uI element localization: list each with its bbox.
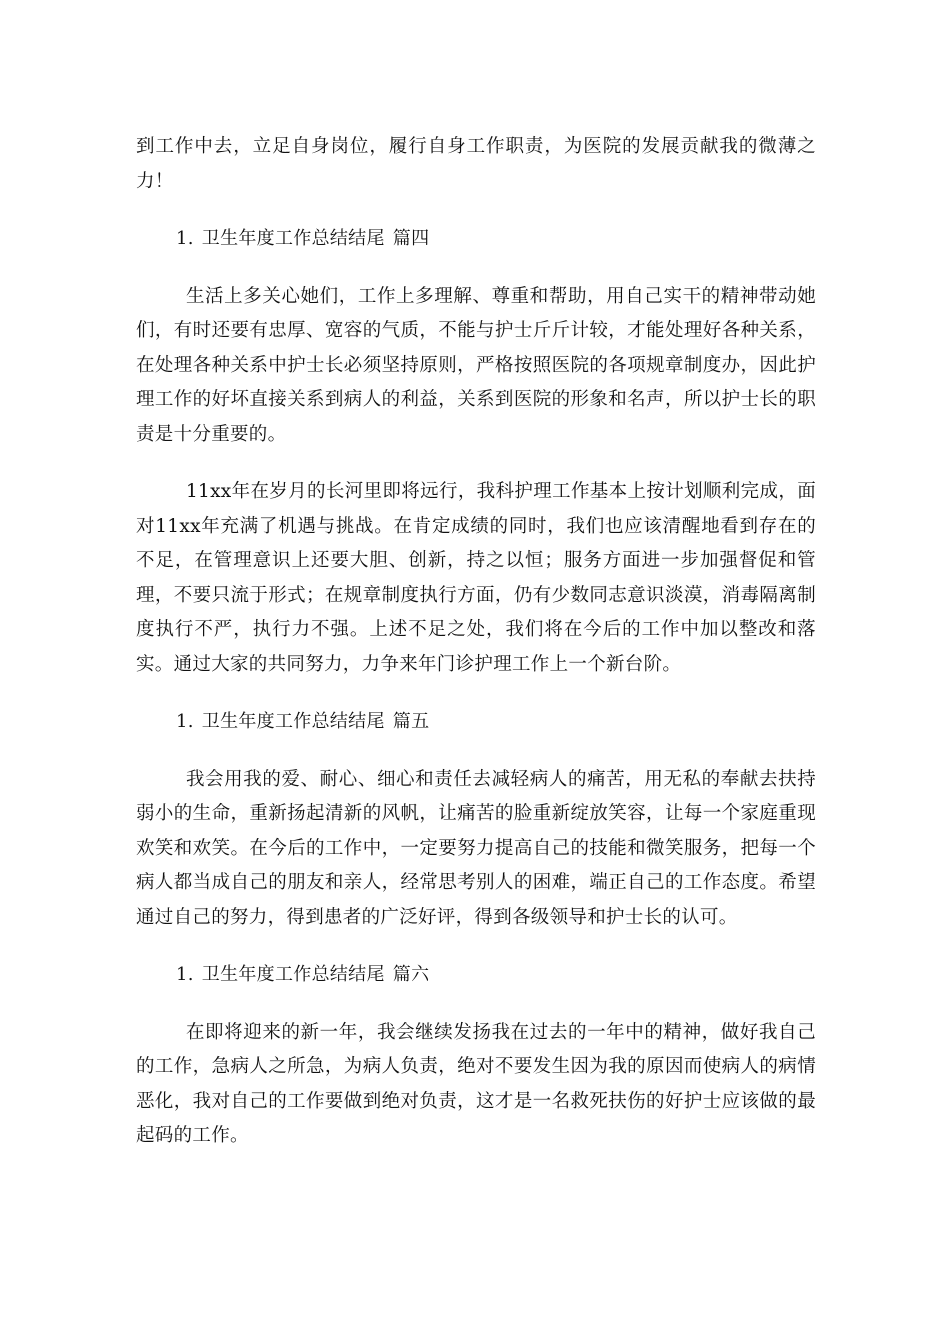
document-page: [136, 130, 816, 1177]
section-heading-4: [136, 222, 816, 257]
paragraph-intro: 到工作中去，立足自身岗位，履行自身工作职责，为医院的发展贡献我的微薄之力！: [136, 136, 816, 192]
heading-title: 卫生年度工作总结结尾: [201, 711, 385, 732]
heading-title: 卫生年度工作总结结尾: [201, 964, 385, 985]
paragraph-section5: 我会用我的爱、耐心、细心和责任去减轻病人的痛苦，用无私的奉献去扶持弱小的生命，重新扬起清新的风帆，让痛苦的脸重新绽放笑容，让每一个家庭重现欢笑和欢笑。在今后的工作中，一定要努力提高自己的技能和微笑服务，把每一个病人都当成自己的朋友和亲人，经常思考别人的困难，端正自己的工作态度。希望通过自己的努力，得到患者的广泛好评，得到各级领导和护士长的认可。: [136, 768, 816, 928]
paragraph-section6: 在即将迎来的新一年，我会继续发扬我在过去的一年中的精神，做好我自己的工作，急病人之所急，为病人负责，绝对不要发生因为我的原因而使病人的病情恶化，我对自己的工作要做到绝对负责，这才是一名救死扶伤的好护士应该做的最起码的工作。: [136, 1021, 816, 1146]
section-heading-5: [136, 705, 816, 740]
section-heading-6: [136, 958, 816, 993]
paragraph-section4-a: 生活上多关心她们，工作上多理解、尊重和帮助，用自己实干的精神带动她们，有时还要有忠厚、宽容的气质，不能与护士斤斤计较，才能处理好各种关系，在处理各种关系中护士长必须坚持原则，严格按照医院的各项规章制度办，因此护理工作的好坏直接关系到病人的利益，关系到医院的形象和名声，所以护士长的职责是十分重要的。: [136, 285, 816, 445]
heading-title: 卫生年度工作总结结尾: [201, 228, 385, 249]
heading-number: 1.: [176, 228, 194, 249]
paragraph-section4-b: 11xx年在岁月的长河里即将远行，我科护理工作基本上按计划顺利完成，面对11xx年充满了机遇与挑战。在肯定成绩的同时，我们也应该清醒地看到存在的不足，在管理意识上还要大胆、创新，持之以恒；服务方面进一步加强督促和管理，不要只流于形式；在规章制度执行方面，仍有少数同志意识淡漠，消毒隔离制度执行不严，执行力不强。上述不足之处，我们将在今后的工作中加以整改和落实。通过大家的共同努力，力争来年门诊护理工作上一个新台阶。: [136, 481, 816, 675]
heading-number: 1.: [176, 964, 194, 985]
heading-tag: 篇四: [392, 228, 430, 249]
heading-number: 1.: [176, 711, 194, 732]
heading-tag: 篇五: [392, 711, 430, 732]
heading-tag: 篇六: [392, 964, 430, 985]
